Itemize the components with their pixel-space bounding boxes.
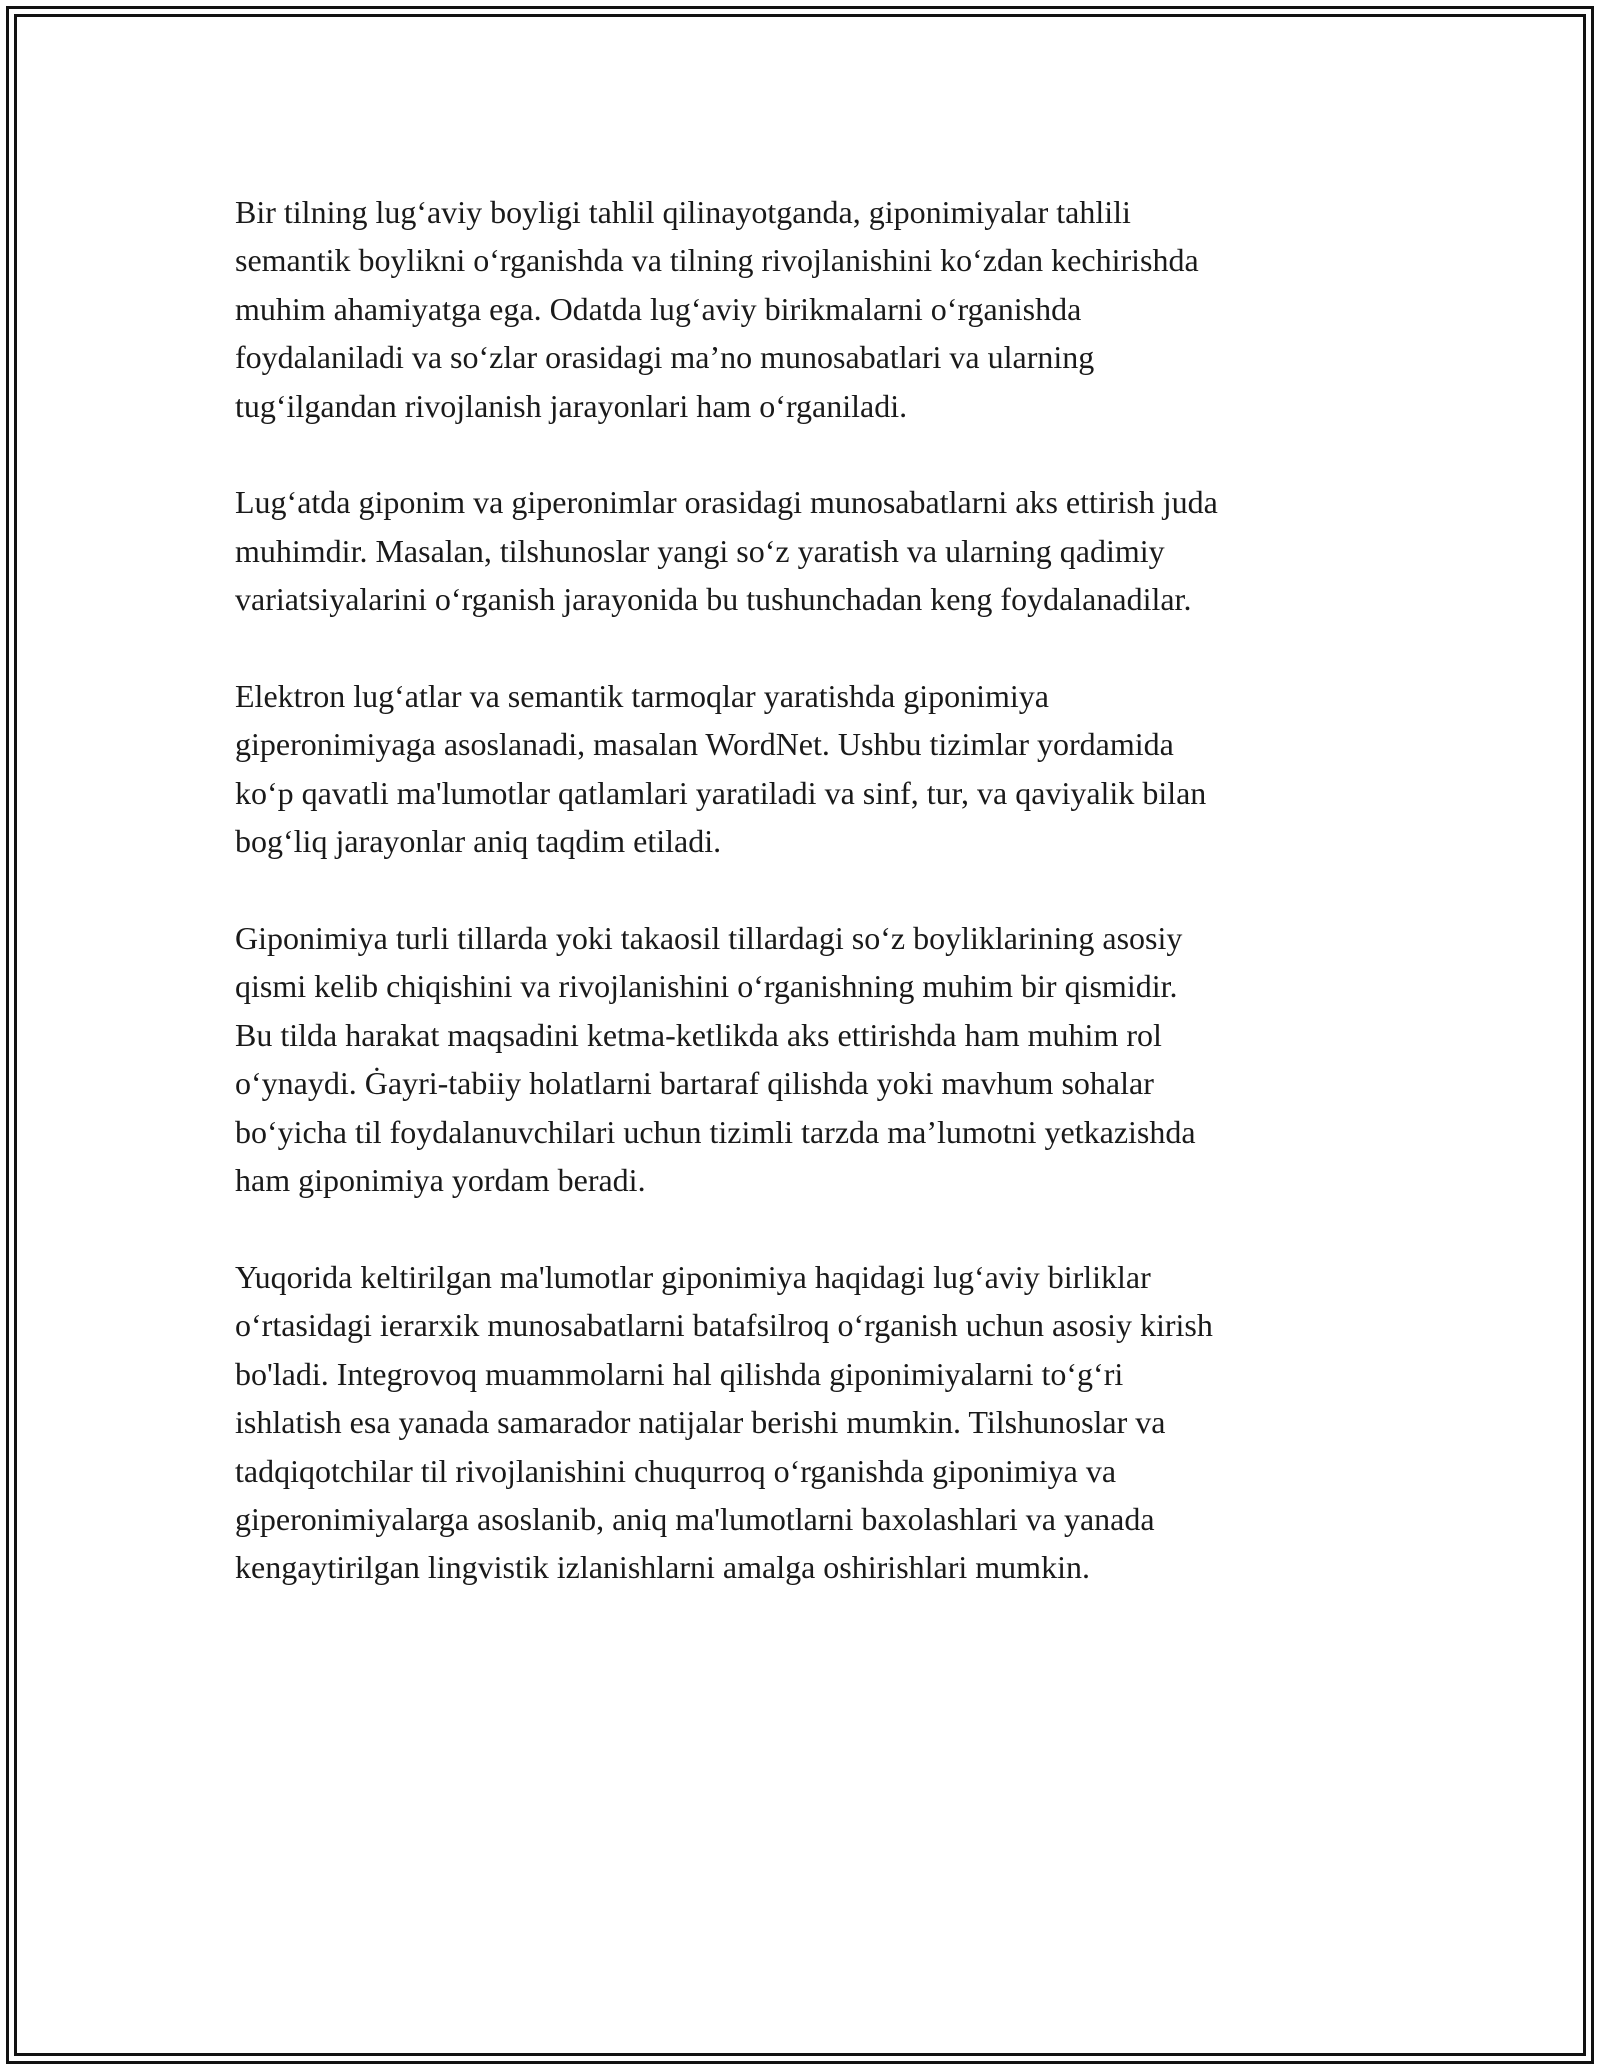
paragraph-line: qismi kelib chiqishini va rivojlanishini o‘rganishning muhim bir qismidir. — [235, 968, 1178, 1005]
paragraph-line: giperonimiyalarga asoslanib, aniq ma'lumotlarni baxolashlari va yanada — [235, 1500, 1155, 1537]
paragraph-line: semantik boylikni o‘rganishda va tilning rivojlanishini ko‘zdan kechirishda — [235, 242, 1199, 279]
paragraph-line: Elektron lug‘atlar va semantik tarmoqlar yaratishda giponimiya — [235, 678, 1049, 715]
paragraph-line: bo'ladi. Integrovoq muammolarni hal qilishda giponimiyalarni to‘g‘ri — [235, 1355, 1124, 1392]
paragraph-line: ham giponimiya yordam beradi. — [235, 1162, 646, 1199]
paragraph-5 — [235, 1253, 1375, 1592]
paragraph-line: ko‘p qavatli ma'lumotlar qatlamlari yaratiladi va sinf, tur, va qaviyalik bilan — [235, 774, 1207, 811]
paragraph-line: Bir tilning lug‘aviy boyligi tahlil qilinayotganda, giponimiyalar tahlili — [235, 194, 1131, 230]
paragraph-2 — [235, 478, 1375, 623]
paragraph-line: kengaytirilgan lingvistik izlanishlarni amalga oshirishlari mumkin. — [235, 1549, 1090, 1586]
paragraph-4 — [235, 914, 1375, 1204]
paragraph-line: ishlatish esa yanada samarador natijalar berishi mumkin. Tilshunoslar va — [235, 1404, 1166, 1441]
paragraph-line: o‘ynaydi. Ġayri-tabiiy holatlarni bartaraf qilishda yoki mavhum sohalar — [235, 1065, 1154, 1102]
paragraph-line: Bu tilda harakat maqsadini ketma-ketlikda aks ettirishda ham muhim rol — [235, 1016, 1162, 1053]
paragraph-line: o‘rtasidagi ierarxik munosabatlarni batafsilroq o‘rganish uchun asosiy kirish — [235, 1307, 1213, 1344]
paragraph-line: Lug‘atda giponim va giperonimlar orasidagi munosabatlarni aks ettirish juda — [235, 484, 1218, 521]
paragraph-line: muhimdir. Masalan, tilshunoslar yangi so‘z yaratish va ularning qadimiy — [235, 532, 1165, 569]
document-body — [235, 188, 1375, 1640]
paragraph-line: variatsiyalarini o‘rganish jarayonida bu tushunchadan keng foydalanadilar. — [235, 581, 1192, 618]
paragraph-line: muhim ahamiyatga ega. Odatda lug‘aviy birikmalarni o‘rganishda — [235, 290, 1082, 327]
paragraph-line: tadqiqotchilar til rivojlanishini chuqurroq o‘rganishda giponimiya va — [235, 1452, 1117, 1489]
paragraph-line: Yuqorida keltirilgan ma'lumotlar giponimiya haqidagi lug‘aviy birliklar — [235, 1258, 1151, 1295]
paragraph-1 — [235, 188, 1375, 430]
paragraph-line: bo‘yicha til foydalanuvchilari uchun tizimli tarzda ma’lumotni yetkazishda — [235, 1113, 1196, 1150]
paragraph-line: tug‘ilgandan rivojlanish jarayonlari ham o‘rganiladi. — [235, 387, 908, 424]
paragraph-line: bog‘liq jarayonlar aniq taqdim etiladi. — [235, 823, 722, 860]
paragraph-3 — [235, 672, 1375, 866]
paragraph-line: foydalaniladi va so‘zlar orasidagi ma’no munosabatlari va ularning — [235, 339, 1095, 376]
paragraph-line: giperonimiyaga asoslanadi, masalan WordNet. Ushbu tizimlar yordamida — [235, 726, 1174, 763]
paragraph-line: Giponimiya turli tillarda yoki takaosil tillardagi so‘z boyliklarining asosiy — [235, 920, 1183, 957]
